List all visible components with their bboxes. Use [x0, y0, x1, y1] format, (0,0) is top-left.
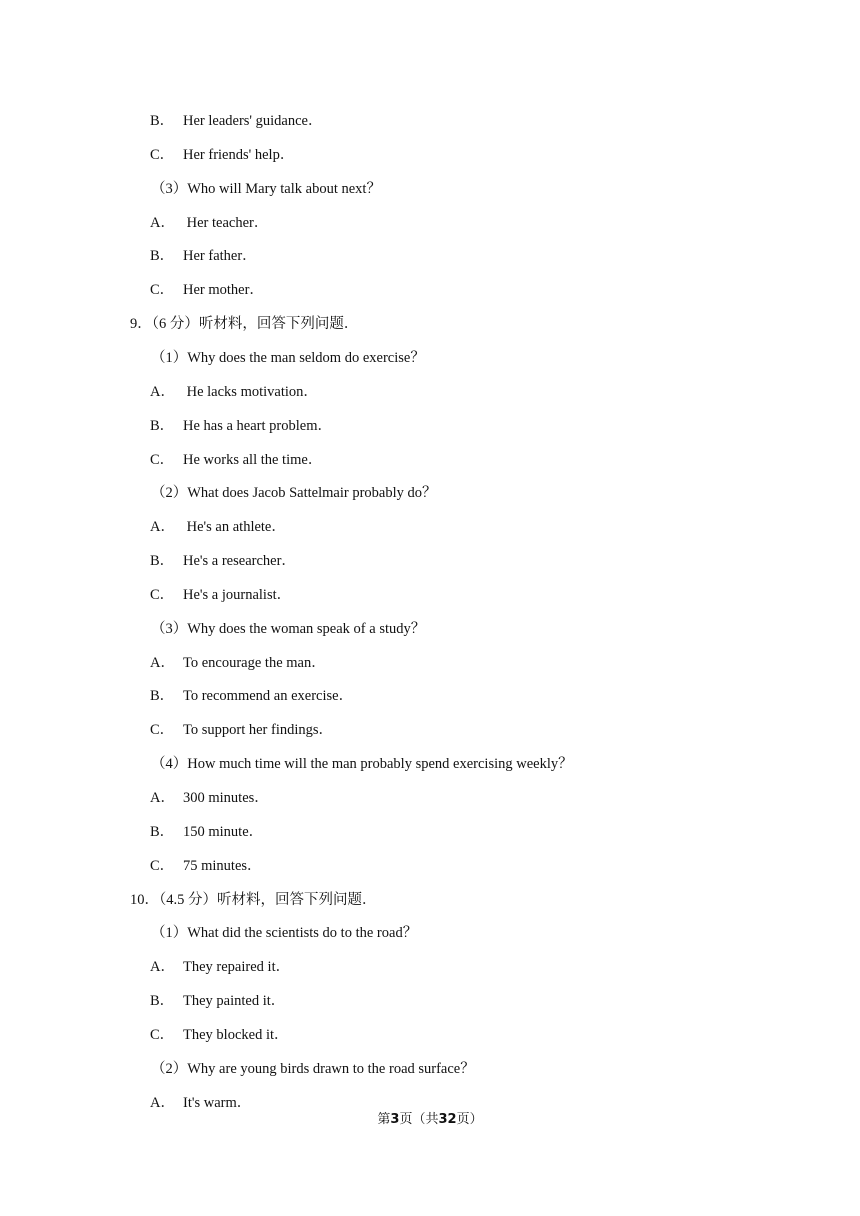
- footer-middle: 页（共: [399, 1112, 439, 1127]
- sub-question-text: （1）Why does the man seldom do exercise？: [151, 350, 425, 366]
- option-text: Her mother．: [183, 282, 264, 298]
- answer-option: [150, 1025, 289, 1045]
- answer-option: [150, 991, 285, 1011]
- option-letter: B．: [150, 418, 175, 434]
- option-text: Her friends' help．: [183, 147, 295, 163]
- option-letter: B．: [150, 553, 175, 569]
- sub-question: [151, 619, 425, 639]
- option-letter: C．: [150, 722, 175, 738]
- option-letter: A．: [150, 215, 175, 231]
- option-text: He's a journalist．: [183, 587, 292, 603]
- option-text: He lacks motivation．: [183, 384, 318, 400]
- sub-question: [151, 1059, 475, 1079]
- option-text: 300 minutes．: [183, 790, 269, 806]
- answer-option: [150, 213, 268, 233]
- sub-question-text: （1）What did the scientists do to the road？: [151, 925, 418, 941]
- answer-option: [150, 280, 264, 300]
- option-text: To encourage the man．: [183, 655, 326, 671]
- answer-option: [150, 551, 296, 571]
- answer-option: [150, 788, 269, 808]
- option-text: 150 minute．: [183, 824, 264, 840]
- option-letter: B．: [150, 688, 175, 704]
- answer-option: [150, 517, 286, 537]
- option-text: He's a researcher．: [183, 553, 296, 569]
- option-letter: C．: [150, 452, 175, 468]
- option-text: Her teacher．: [183, 215, 269, 231]
- option-letter: C．: [150, 587, 175, 603]
- answer-option: [150, 957, 290, 977]
- sub-question-text: （4）How much time will the man probably spend exercising weekly？: [151, 756, 573, 772]
- option-text: They painted it．: [183, 993, 286, 1009]
- question-heading-text: 9．（6 分）听材料，回答下列问题．: [130, 316, 359, 332]
- page-footer: [0, 1110, 860, 1130]
- sub-question-text: （3）Why does the woman speak of a study？: [151, 621, 426, 637]
- option-text: Her father．: [183, 248, 257, 264]
- footer-suffix: 页）: [456, 1112, 483, 1127]
- option-letter: C．: [150, 147, 175, 163]
- option-text: 75 minutes．: [183, 858, 262, 874]
- answer-option: [150, 720, 333, 740]
- option-text: He's an athlete．: [183, 519, 286, 535]
- question-heading: [130, 314, 358, 334]
- sub-question: [151, 483, 437, 503]
- sub-question: [151, 754, 573, 774]
- question-heading: [130, 890, 377, 910]
- sub-question-text: （2）Why are young birds drawn to the road surface？: [151, 1061, 475, 1077]
- answer-option: [150, 653, 326, 673]
- sub-question-text: （2）What does Jacob Sattelmair probably do？: [151, 485, 437, 501]
- answer-option: [150, 585, 291, 605]
- option-text: He has a heart problem．: [183, 418, 332, 434]
- option-text: To support her findings．: [183, 722, 334, 738]
- answer-option: [150, 416, 332, 436]
- option-letter: A．: [150, 384, 175, 400]
- option-letter: A．: [150, 655, 175, 671]
- option-text: It's warm．: [183, 1095, 252, 1111]
- option-text: They blocked it．: [183, 1027, 289, 1043]
- sub-question: [151, 348, 425, 368]
- option-letter: B．: [150, 824, 175, 840]
- footer-prefix: 第: [377, 1112, 391, 1127]
- option-letter: B．: [150, 113, 175, 129]
- option-text: To recommend an exercise．: [183, 688, 354, 704]
- answer-option: [150, 111, 323, 131]
- answer-option: [150, 686, 353, 706]
- answer-option: [150, 450, 322, 470]
- option-letter: A．: [150, 959, 175, 975]
- answer-option: [150, 382, 318, 402]
- option-text: They repaired it．: [183, 959, 291, 975]
- option-letter: B．: [150, 248, 175, 264]
- option-letter: B．: [150, 993, 175, 1009]
- option-letter: C．: [150, 858, 175, 874]
- answer-option: [150, 856, 262, 876]
- sub-question: [151, 179, 381, 199]
- answer-option: [150, 246, 257, 266]
- option-letter: C．: [150, 282, 175, 298]
- option-text: Her leaders' guidance．: [183, 113, 323, 129]
- question-heading-text: 10．（4.5 分）听材料，回答下列问题．: [130, 892, 377, 908]
- answer-option: [150, 145, 294, 165]
- footer-total-pages: 32: [438, 1112, 457, 1127]
- option-letter: A．: [150, 790, 175, 806]
- sub-question: [151, 923, 417, 943]
- option-letter: C．: [150, 1027, 175, 1043]
- footer-page-number: 3: [390, 1112, 400, 1127]
- option-letter: A．: [150, 1095, 175, 1111]
- sub-question-text: （3）Who will Mary talk about next？: [151, 181, 381, 197]
- option-text: He works all the time．: [183, 452, 323, 468]
- option-letter: A．: [150, 519, 175, 535]
- answer-option: [150, 822, 263, 842]
